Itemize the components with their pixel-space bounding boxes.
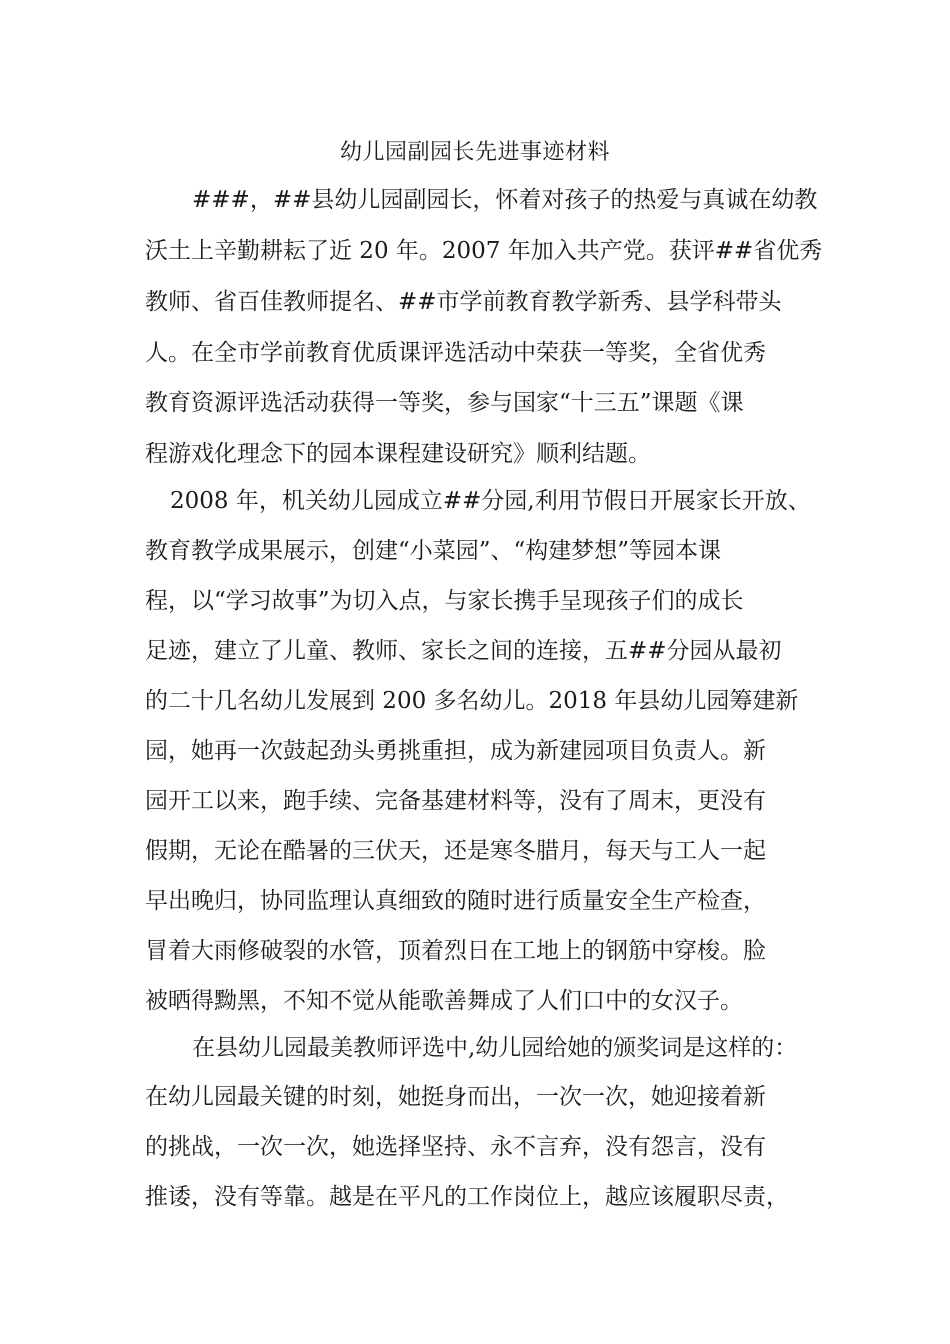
document-title: 幼儿园副园长先进事迹材料 xyxy=(339,140,610,165)
paragraph-1-line-2: 沃土上辛勤耕耘了近 20 年。2007 年加入共产党。获评##省优秀 xyxy=(145,238,823,264)
paragraph-1-line-4: 人。在全市学前教育优质课评选活动中荣获一等奖，全省优秀 xyxy=(145,340,766,366)
paragraph-2-line-10: 冒着大雨修破裂的水管，顶着烈日在工地上的钢筋中穿梭。脸 xyxy=(145,938,766,964)
paragraph-1-line-6: 程游戏化理念下的园本课程建设研究》顺利结题。 xyxy=(145,441,651,467)
paragraph-2-line-1: 2008 年，机关幼儿园成立##分园,利用节假日开展家长开放、 xyxy=(170,488,811,514)
paragraph-2-line-5: 的二十几名幼儿发展到 200 多名幼儿。2018 年县幼儿园筹建新 xyxy=(145,688,799,714)
paragraph-2-line-7: 园开工以来，跑手续、完备基建材料等，没有了周末，更没有 xyxy=(145,788,766,814)
paragraph-1-line-1: ###，##县幼儿园副园长，怀着对孩子的热爱与真诚在幼教 xyxy=(192,187,818,213)
paragraph-2-line-2: 教育教学成果展示，创建“小菜园”、“构建梦想”等园本课 xyxy=(145,538,722,564)
paragraph-3-line-4: 推诿，没有等靠。越是在平凡的工作岗位上，越应该履职尽责， xyxy=(145,1184,789,1210)
paragraph-3-line-1: 在县幼儿园最美教师评选中,幼儿园给她的颁奖词是这样的： xyxy=(192,1035,798,1061)
paragraph-1-line-5: 教育资源评选活动获得一等奖，参与国家“十三五”课题《课 xyxy=(145,390,744,416)
paragraph-2-line-8: 假期，无论在酷暑的三伏天，还是寒冬腊月，每天与工人一起 xyxy=(145,838,766,864)
paragraph-2-line-6: 园，她再一次鼓起劲头勇挑重担，成为新建园项目负责人。新 xyxy=(145,738,766,764)
paragraph-3-line-3: 的挑战，一次一次，她选择坚持、永不言弃，没有怨言，没有 xyxy=(145,1134,766,1160)
paragraph-2-line-9: 早出晚归，协同监理认真细致的随时进行质量安全生产检查， xyxy=(145,888,766,914)
paragraph-2-line-11: 被晒得黝黑，不知不觉从能歌善舞成了人们口中的女汉子。 xyxy=(145,988,743,1014)
paragraph-2-line-3: 程，以“学习故事”为切入点，与家长携手呈现孩子们的成长 xyxy=(145,588,744,614)
paragraph-3-line-2: 在幼儿园最关键的时刻，她挺身而出，一次一次，她迎接着新 xyxy=(145,1084,766,1110)
paragraph-1-line-3: 教师、省百佳教师提名、##市学前教育教学新秀、县学科带头 xyxy=(145,289,782,315)
paragraph-2-line-4: 足迹，建立了儿童、教师、家长之间的连接，五##分园从最初 xyxy=(145,638,782,664)
